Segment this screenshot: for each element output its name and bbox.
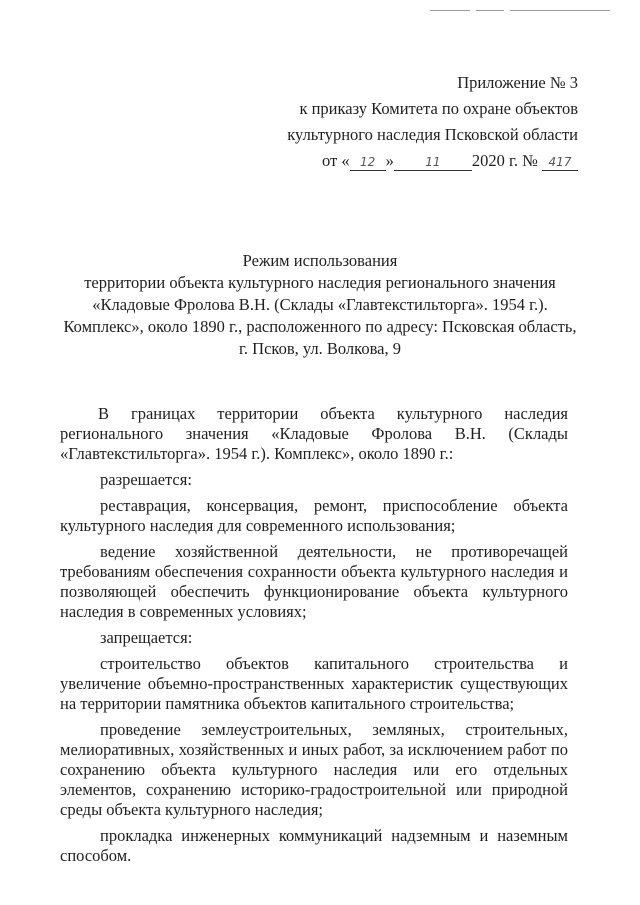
appendix-number: Приложение № 3 (457, 73, 578, 92)
forbidden-item: строительство объектов капитального строительства и увеличение объемно-пространственных характеристик существующих на территории памятника объектов капитального строительства; (60, 654, 568, 713)
title-line: Режим использования (242, 251, 398, 270)
handwritten-order-number: 417 (542, 154, 578, 171)
appendix-committee: культурного наследия Псковской области (287, 125, 578, 144)
forbidden-label: запрещается: (100, 628, 193, 647)
handwritten-month: 11 (394, 154, 472, 171)
title-line: Комплекс», около 1890 г., расположенного по адресу: Псковская область, (63, 317, 577, 336)
allowed-item: реставрация, консервация, ремонт, приспособление объекта культурного наследия для современного использования; (60, 496, 568, 535)
date-mid: » (385, 151, 394, 170)
document-title (60, 250, 580, 360)
allowed-label: разрешается: (100, 470, 192, 489)
forbidden-item: прокладка инженерных коммуникаций надземным и наземным способом. (60, 826, 568, 865)
scan-artifact-line (430, 10, 470, 11)
appendix-order-ref: к приказу Комитета по охране объектов (299, 99, 578, 118)
title-line: «Кладовые Фролова В.Н. (Склады «Главтекстильторга». 1954 г.). (92, 295, 548, 314)
intro-paragraph: В границах территории объекта культурного наследия регионального значения «Кладовые Фролова В.Н. (Склады «Главтекстильторга». 1954 г.). Комплекс», около 1890 г.: (60, 404, 568, 463)
appendix-header (287, 70, 578, 174)
handwritten-day: 12 (350, 154, 386, 171)
document-body (60, 404, 568, 872)
title-line: территории объекта культурного наследия регионального значения (84, 273, 556, 292)
date-year-number: 2020 г. № (471, 151, 538, 170)
title-line: г. Псков, ул. Волкова, 9 (239, 339, 401, 358)
allowed-item: ведение хозяйственной деятельности, не противоречащей требованиям обеспечения сохранности объекта культурного наследия и позволяющей обеспечить функционирование объекта культурного наследия в современных условиях; (60, 542, 568, 621)
scan-artifact-line (476, 10, 504, 11)
forbidden-item: проведение землеустроительных, земляных, строительных, мелиоративных, хозяйственных и иных работ, за исключением работ по сохранению объекта культурного наследия или его отдельных элементов, сохранению историко-градостроительной или природной среды объекта культурного наследия; (60, 720, 568, 819)
appendix-date-line (287, 148, 578, 174)
date-prefix: от « (321, 151, 350, 170)
scan-artifact-line (510, 10, 610, 11)
